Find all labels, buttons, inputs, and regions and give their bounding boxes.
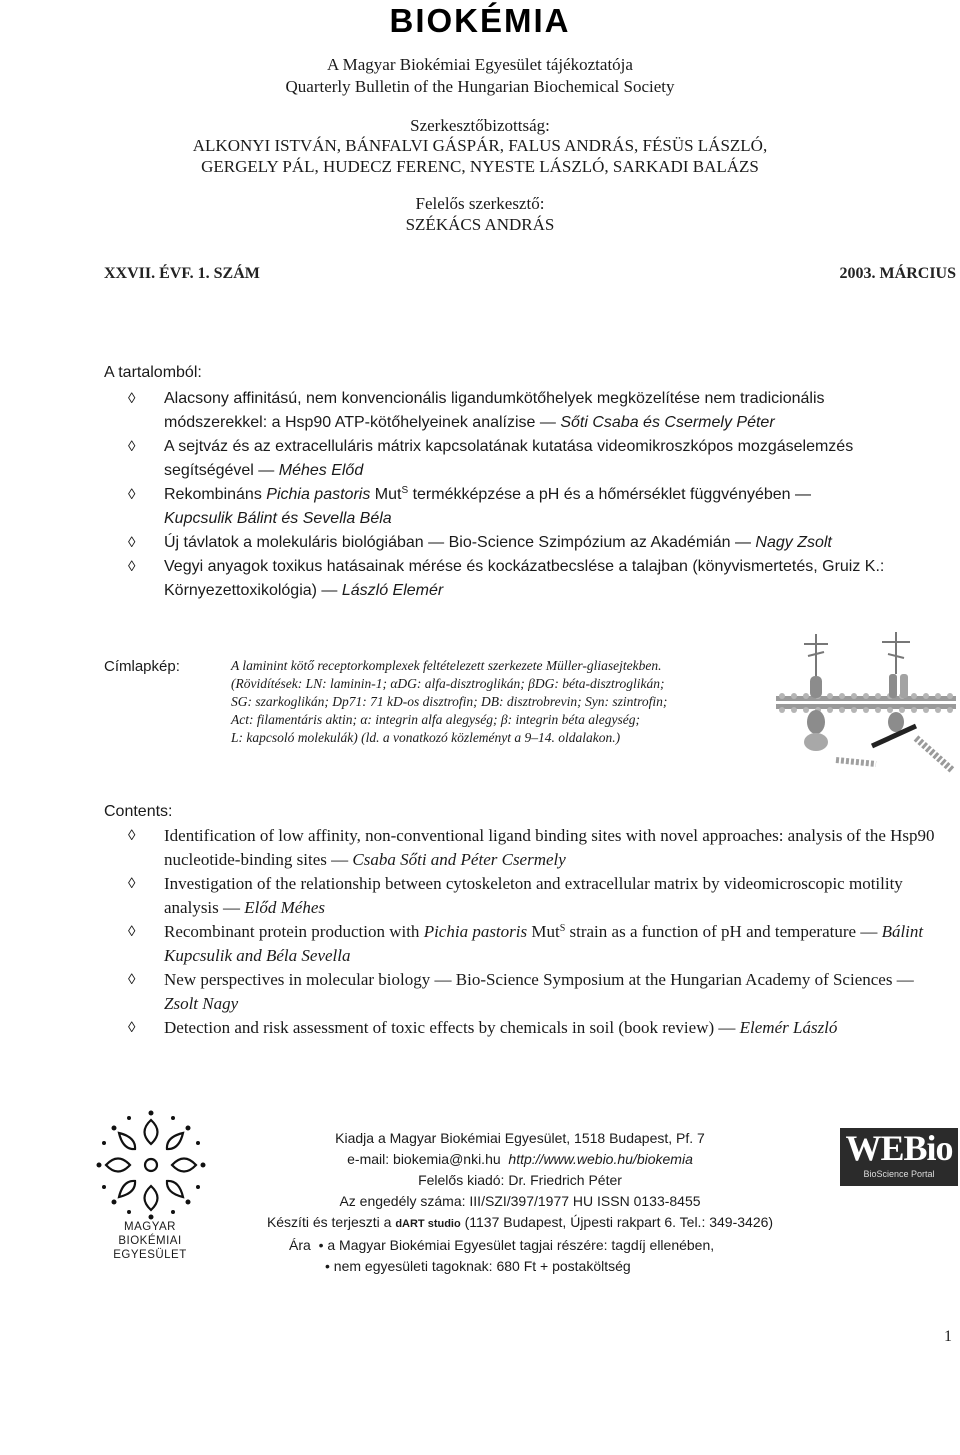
issue-volume: XXVII. ÉVF. 1. SZÁM — [104, 265, 260, 282]
toc-en-item: ◊ Detection and risk assessment of toxic effects by chemicals in soil (book review) — Elemér László — [128, 1016, 948, 1040]
diamond-bullet-icon: ◊ — [128, 972, 136, 988]
toc-hu-label: A tartalomból: — [104, 364, 202, 381]
toc-en-item-title: Investigation of the relationship between cytoskeleton and extracellular matrix by videomicroscopic motility analysis — [164, 874, 903, 917]
bulletin-title-en: Quarterly Bulletin of the Hungarian Biochemical Society — [285, 77, 675, 96]
editorial-board-members-2: GERGELY PÁL, HUDECZ FERENC, NYESTE LÁSZLÓ, SARKADI BALÁZS — [201, 157, 759, 176]
cover-image-label: Címlapkép: — [104, 658, 180, 675]
diamond-bullet-icon: ◊ — [128, 876, 136, 892]
cover-image-caption: A laminint kötő receptorkomplexek feltételezett szerkezete Müller-gliasejtekben. (Rövidítések: LN: laminin-1; αDG: alfa-disztroglikán; βDG: béta-disztroglikán; SG: szarkoglikán; Dp71: 71 kD-os disztrofin; DB: disztrobrevin; Syn: szintrofin; Act: filamentáris aktin; α: integrin alfa alegység; β: integrin béta alegység; L: kapcsoló molekulák) (ld. a vonatkozó közleményt a 9–14. oldalakon.) — [231, 658, 668, 745]
society-logo-icon — [96, 1110, 206, 1220]
bulletin-title-hu: A Magyar Biokémiai Egyesület tájékoztatója — [327, 55, 633, 74]
toc-en-list — [128, 824, 948, 1040]
diamond-bullet-icon: ◊ — [128, 558, 136, 575]
toc-hu-item-title: Vegyi anyagok toxikus hatásainak mérése és kockázatbecslése a talajban (könyvismertetés, Gruiz K.: Környezettoxikológia) — [164, 558, 885, 599]
webio-logo — [840, 1128, 958, 1186]
price-line-1: Ára • a Magyar Biokémiai Egyesület tagjai részére: tagdíj ellenében, — [289, 1237, 715, 1253]
toc-hu-item-author: László Elemér — [341, 582, 444, 599]
toc-en-item-title: Detection and risk assessment of toxic effects by chemicals in soil (book review) — [164, 1018, 715, 1037]
diamond-bullet-icon: ◊ — [128, 534, 136, 551]
toc-hu-item: ◊ Rekombináns Pichia pastoris Mut$^S$ termékképzése a pH és a hőmérséklet függvényében — Kupcsulik Bálint és Sevella Béla — [128, 485, 812, 527]
toc-hu-list — [128, 387, 928, 603]
diamond-bullet-icon: ◊ — [128, 486, 136, 503]
toc-hu-item: ◊ Vegyi anyagok toxikus hatásainak mérése és kockázatbecslése a talajban (könyvismertetés, Gruiz K.: Környezettoxikológia) — László Elemér — [128, 555, 928, 603]
toc-en-item-author: Bálint Kupcsulik and Béla Sevella — [164, 922, 924, 965]
toc-en-item-author: Csaba Sőti and Péter Csermely — [352, 850, 566, 869]
toc-en-label: Contents: — [104, 803, 173, 820]
toc-hu-item: ◊ A sejtváz és az extracelluláris mátrix kapcsolatának kutatása videomikroszkópos mozgáselemzés segítségével — Méhes Előd — [128, 435, 928, 483]
diamond-bullet-icon: ◊ — [128, 1020, 136, 1036]
webio-logo-sub: BioScience Portal — [863, 1169, 935, 1179]
toc-hu-item-title: Új távlatok a molekuláris biológiában — Bio-Science Szimpózium az Akadémián — [164, 534, 731, 551]
species-name: Pichia pastoris — [423, 922, 528, 941]
publisher-info — [220, 1128, 820, 1277]
toc-en-item-author: Előd Méhes — [244, 898, 326, 917]
toc-en-item-title: Identification of low affinity, non-conventional ligand binding sites with novel approaches: analysis of the Hsp90 nucleotide-binding sites — [164, 826, 935, 869]
page-number: 1 — [944, 1328, 952, 1345]
toc-en-item: ◊ Identification of low affinity, non-conventional ligand binding sites with novel approaches: analysis of the Hsp90 nucleotide-binding sites — Csaba Sőti and Péter Csermely — [128, 826, 935, 869]
toc-hu-item-author: Nagy Zsolt — [755, 534, 832, 551]
toc-hu-item: ◊ Alacsony affinitású, nem konvencionális ligandumkötőhelyek megközelítése nem tradicionális módszerekkel: a Hsp90 ATP-kötőhelyeinek analízise — Sőti Csaba és Csermely Péter — [128, 387, 928, 435]
diamond-bullet-icon: ◊ — [128, 828, 136, 844]
masthead-title: BIOKÉMIA — [389, 2, 571, 39]
webio-logo-main: WEBio — [845, 1128, 953, 1168]
cover-illustration — [776, 630, 956, 780]
publisher-producer: Készíti és terjeszti a dART studio (1137 Budapest, Újpesti rakpart 6. Tel.: 349-3426) — [266, 1214, 774, 1230]
toc-hu-item-author: Méhes Előd — [278, 462, 364, 479]
publisher-contact — [220, 1149, 820, 1170]
toc-en-item-author: Elemér László — [739, 1018, 838, 1037]
toc-en-item-author: Zsolt Nagy — [164, 994, 239, 1013]
toc-hu-item-author: Kupcsulik Bálint és Sevella Béla — [164, 510, 392, 527]
editor-name: SZÉKÁCS ANDRÁS — [405, 215, 555, 234]
toc-en-item: ◊ Recombinant protein production with Pichia pastoris Mut$^S$ strain as a function of pH and temperature — Bálint Kupcsulik and Béla Sevella — [128, 922, 924, 965]
editorial-board-label: Szerkesztőbizottság: — [410, 116, 550, 135]
diamond-bullet-icon: ◊ — [128, 924, 136, 940]
publisher-license: Az engedély száma: III/SZI/397/1977 HU ISSN 0133-8455 — [339, 1193, 701, 1209]
diamond-bullet-icon: ◊ — [128, 390, 136, 407]
editorial-board-members-1: ALKONYI ISTVÁN, BÁNFALVI GÁSPÁR, FALUS ANDRÁS, FÉSÜS LÁSZLÓ, — [192, 136, 768, 155]
toc-en-item-title: New perspectives in molecular biology — Bio-Science Symposium at the Hungarian Academy of Sciences — [164, 970, 893, 989]
toc-en-item: ◊ New perspectives in molecular biology — Bio-Science Symposium at the Hungarian Academy of Sciences — Zsolt Nagy — [128, 970, 914, 1013]
price-line-2: • nem egyesületi tagoknak: 680 Ft + postaköltség — [325, 1258, 631, 1274]
species-name: Pichia pastoris — [266, 486, 371, 503]
dart-studio-brand: dART studio — [395, 1218, 461, 1230]
publisher-line: Kiadja a Magyar Biokémiai Egyesület, 1518 Budapest, Pf. 7 — [335, 1130, 705, 1146]
email-link[interactable]: e-mail: biokemia@nki.hu — [347, 1151, 501, 1167]
issue-date: 2003. MÁRCIUS — [839, 265, 956, 282]
diamond-bullet-icon: ◊ — [128, 438, 136, 455]
toc-en-item: ◊ Investigation of the relationship between cytoskeleton and extracellular matrix by videomicroscopic motility analysis — Előd Méhes — [128, 874, 903, 917]
toc-hu-item-title: Alacsony affinitású, nem konvencionális ligandumkötőhelyek megközelítése nem tradicionális módszerekkel: a Hsp90 ATP-kötőhelyeinek analízise — [164, 390, 825, 431]
society-logo-text: MAGYAR BIOKÉMIAI EGYESÜLET — [113, 1221, 187, 1261]
website-link[interactable]: http://www.webio.hu/biokemia — [508, 1151, 693, 1167]
publisher-responsible: Felelős kiadó: Dr. Friedrich Péter — [418, 1172, 622, 1188]
toc-hu-item-title: A sejtváz és az extracelluláris mátrix kapcsolatának kutatása videomikroszkópos mozgáselemzés segítségével — [164, 438, 854, 479]
toc-hu-item-author: Sőti Csaba és Csermely Péter — [560, 414, 775, 431]
editor-label: Felelős szerkesztő: — [415, 194, 545, 213]
toc-hu-item: ◊ Új távlatok a molekuláris biológiában — Bio-Science Szimpózium az Akadémián — Nagy Zsolt — [128, 531, 928, 555]
